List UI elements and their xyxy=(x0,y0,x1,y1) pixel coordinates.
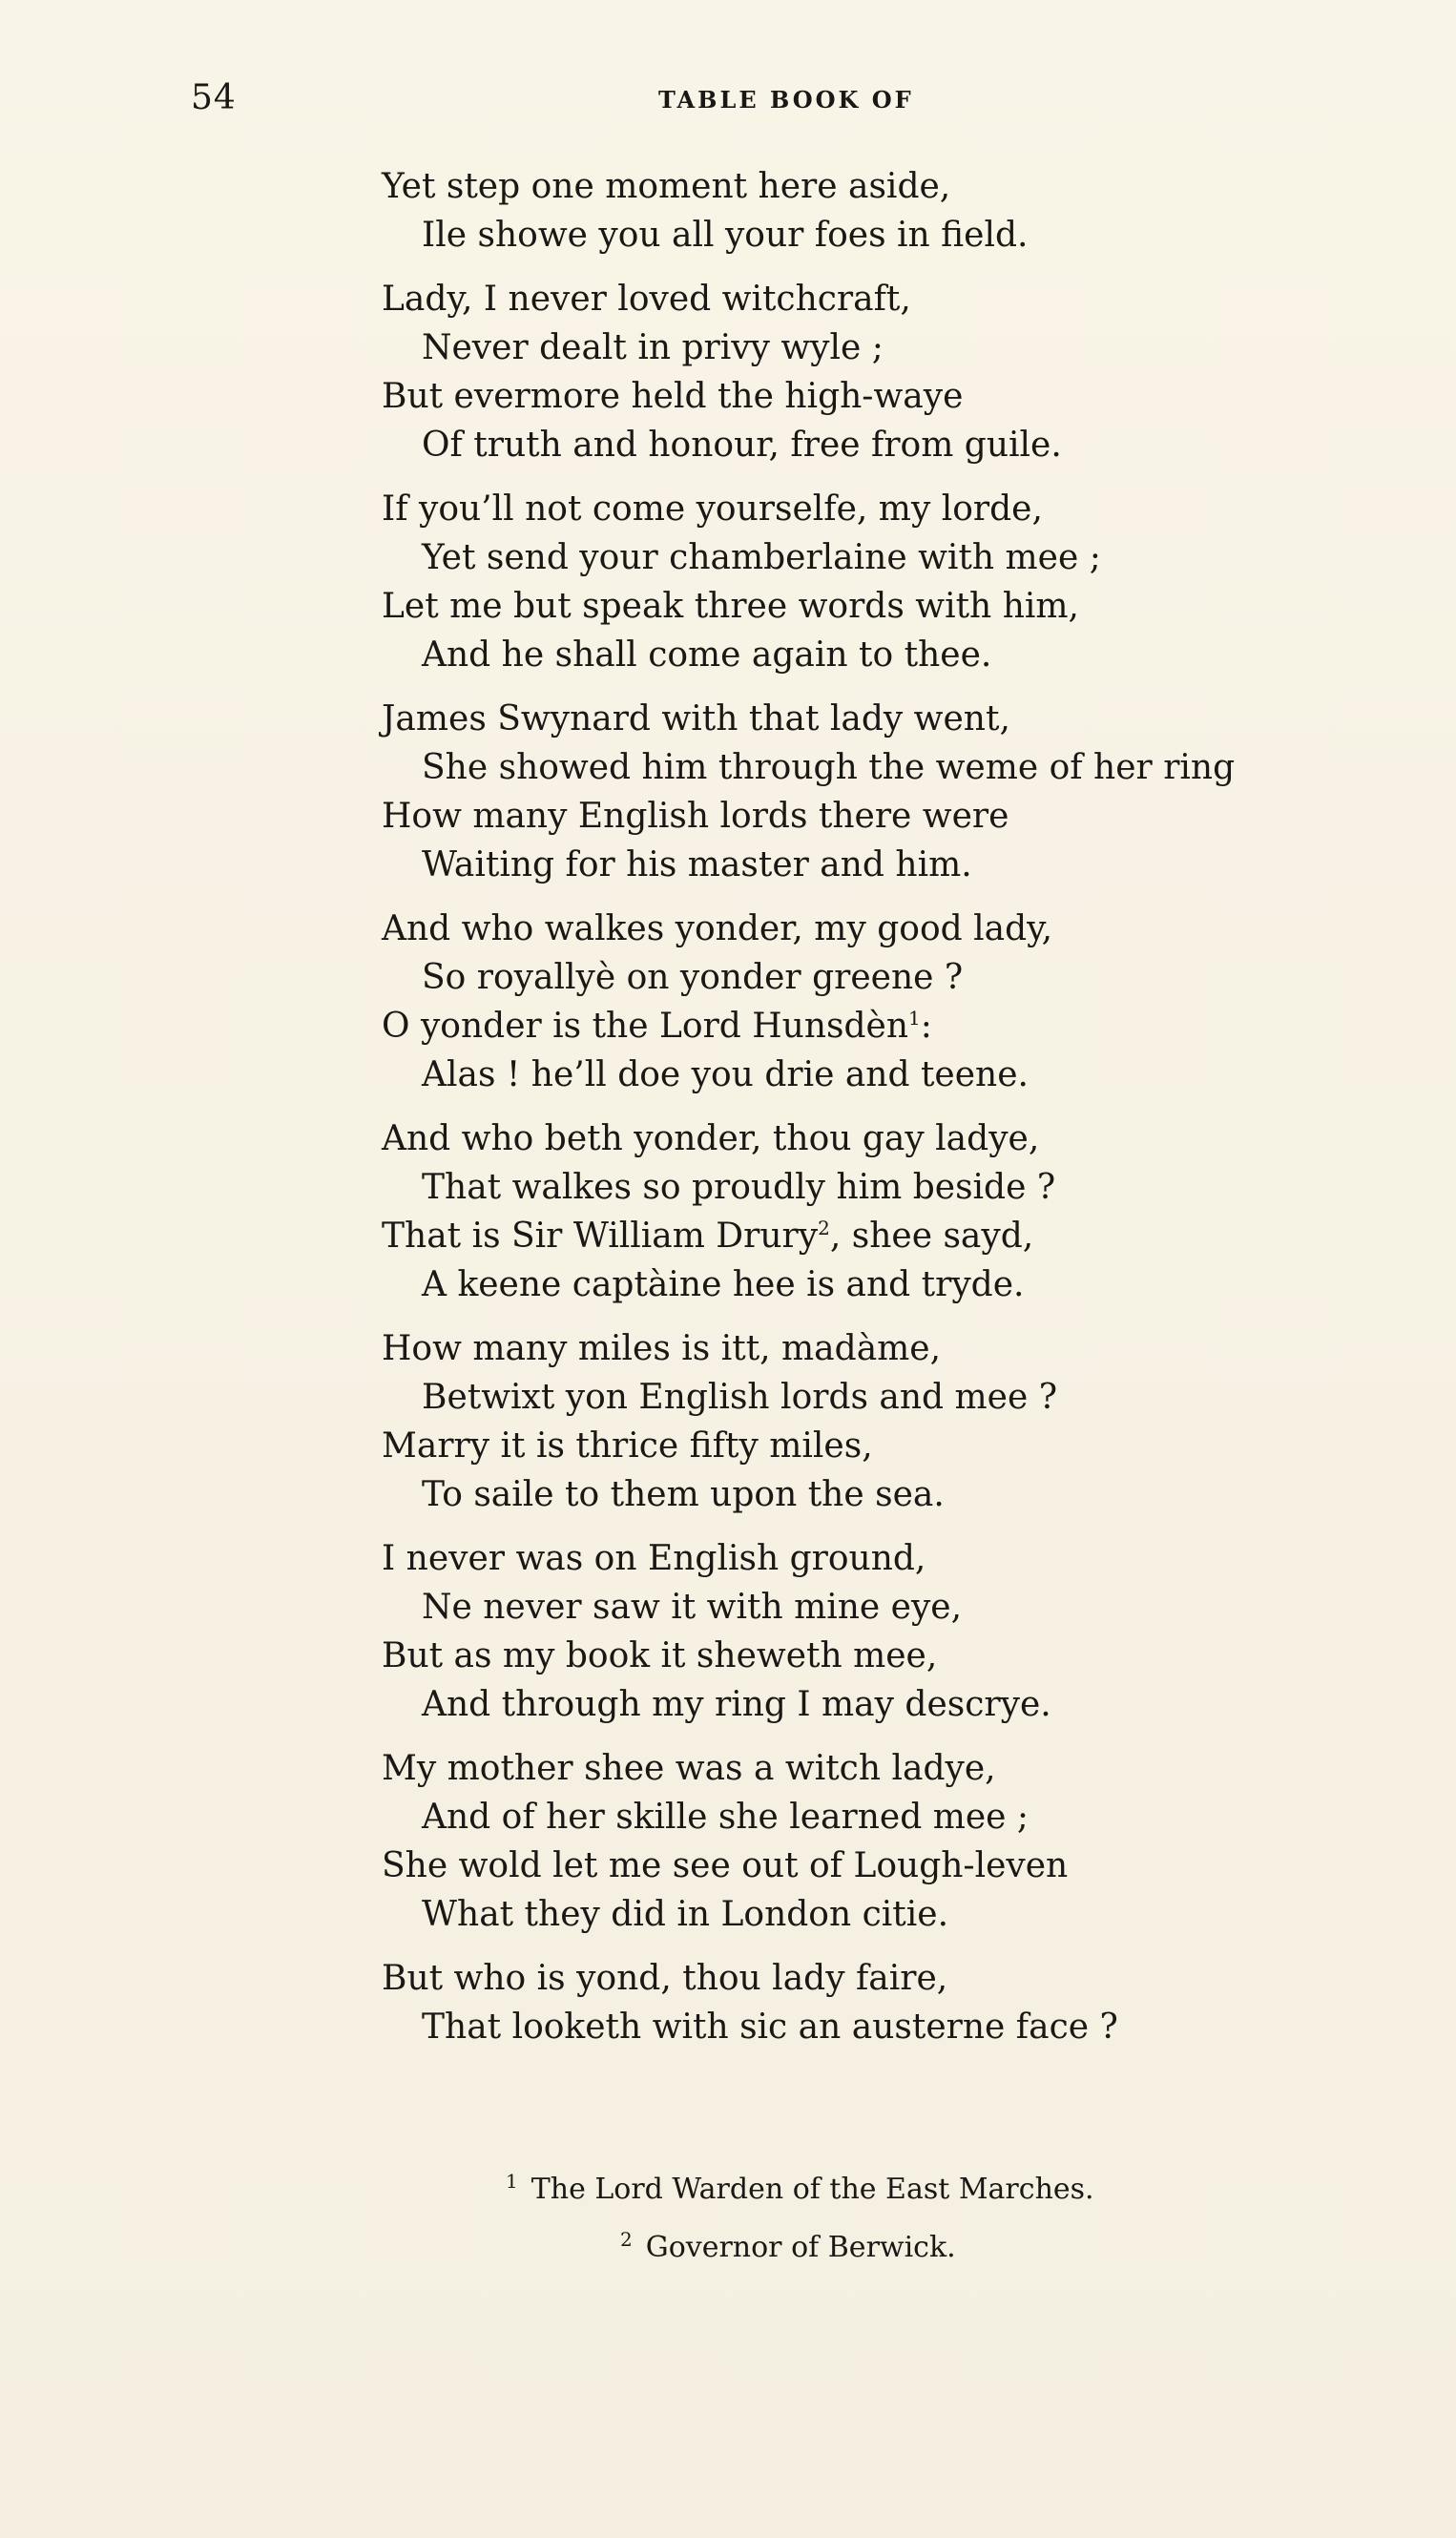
verse-line: How many miles is itt, madàme, xyxy=(382,1329,942,1368)
verse-line: Yet step one moment here aside, xyxy=(382,167,951,206)
verse-line: Lady, I never loved witchcraft, xyxy=(382,280,911,319)
verse-line: James Swynard with that lady went, xyxy=(382,699,1010,739)
verse-line: A keene captàine hee is and tryde. xyxy=(422,1265,1025,1304)
verse-line: Marry it is thrice fifty miles, xyxy=(382,1426,873,1466)
footnote-ref-2: 2 xyxy=(818,1217,830,1239)
footnote-2 xyxy=(0,2215,1456,2273)
verse-line: To saile to them upon the sea. xyxy=(422,1475,945,1514)
verse-line: Let me but speak three words with him, xyxy=(382,587,1079,626)
verse-line: I never was on English ground, xyxy=(382,1539,926,1578)
verse-text: That is Sir William Drury xyxy=(382,1217,819,1256)
footnote-text: The Lord Warden of the East Marches. xyxy=(530,2173,1094,2206)
verse-line: And who walkes yonder, my good lady, xyxy=(382,909,1053,948)
footnote-1 xyxy=(0,2156,1456,2215)
verse-line: But as my book it sheweth mee, xyxy=(382,1636,938,1675)
verse-line: And who beth yonder, thou gay ladye, xyxy=(382,1119,1040,1158)
stanza-1 xyxy=(382,162,1336,260)
verse-line: That walkes so proudly him beside ? xyxy=(422,1168,1056,1207)
verse-line: Waiting for his master and him. xyxy=(422,845,972,884)
verse-line: Yet send your chamberlaine with mee ; xyxy=(422,538,1101,577)
verse-line: Ile showe you all your foes in field. xyxy=(422,216,1029,255)
verse-line: She showed him through the weme of her ring xyxy=(422,748,1236,787)
footnote-mark: 2 xyxy=(620,2228,633,2251)
stanza-3 xyxy=(382,485,1336,679)
verse-text-after: , shee sayd, xyxy=(829,1217,1034,1256)
verse-line: So royallyè on yonder greene ? xyxy=(422,958,964,997)
page-number: 54 xyxy=(191,78,237,117)
verse-line: And through my ring I may descrye. xyxy=(422,1685,1051,1724)
verse-line: My mother shee was a witch ladye, xyxy=(382,1749,996,1788)
verse-line: And of her skille she learned mee ; xyxy=(422,1798,1030,1837)
verse-line: Of truth and honour, free from guile. xyxy=(422,426,1062,465)
stanza-10 xyxy=(382,1954,1336,2051)
footnote-ref-1: 1 xyxy=(908,1007,921,1030)
footnotes xyxy=(0,2156,1456,2273)
verse-line: And he shall come again to thee. xyxy=(422,635,992,675)
stanza-6 xyxy=(382,1114,1336,1309)
verse-line: She wold let me see out of Lough-leven xyxy=(382,1846,1069,1885)
verse-line: That looketh with sic an austerne face ? xyxy=(422,2008,1118,2047)
poem-body xyxy=(382,162,1336,2067)
verse-line: How many English lords there were xyxy=(382,797,1009,836)
verse-line: But evermore held the high-waye xyxy=(382,377,964,416)
stanza-2 xyxy=(382,275,1336,469)
running-head xyxy=(0,78,1456,126)
stanza-9 xyxy=(382,1744,1336,1939)
verse-line-with-footnote xyxy=(382,1002,1336,1051)
verse-line: What they did in London citie. xyxy=(422,1895,949,1934)
verse-line: Betwixt yon English lords and mee ? xyxy=(422,1378,1058,1417)
stanza-4 xyxy=(382,695,1336,889)
verse-line: But who is yond, thou lady faire, xyxy=(382,1959,948,1998)
verse-text-after: : xyxy=(920,1007,932,1046)
verse-line-with-footnote xyxy=(382,1212,1336,1260)
verse-line: Ne never saw it with mine eye, xyxy=(422,1588,963,1627)
footnote-mark: 1 xyxy=(506,2170,518,2193)
footnote-text: Governor of Berwick. xyxy=(645,2231,956,2264)
verse-text: O yonder is the Lord Hunsdèn xyxy=(382,1007,909,1046)
verse-line: If you’ll not come yourselfe, my lorde, xyxy=(382,489,1043,529)
running-title: TABLE BOOK OF xyxy=(658,86,914,114)
stanza-5 xyxy=(382,905,1336,1099)
stanza-8 xyxy=(382,1534,1336,1729)
stanza-7 xyxy=(382,1324,1336,1519)
verse-line: Never dealt in privy wyle ; xyxy=(422,328,884,367)
verse-line: Alas ! he’ll doe you drie and teene. xyxy=(422,1055,1029,1094)
